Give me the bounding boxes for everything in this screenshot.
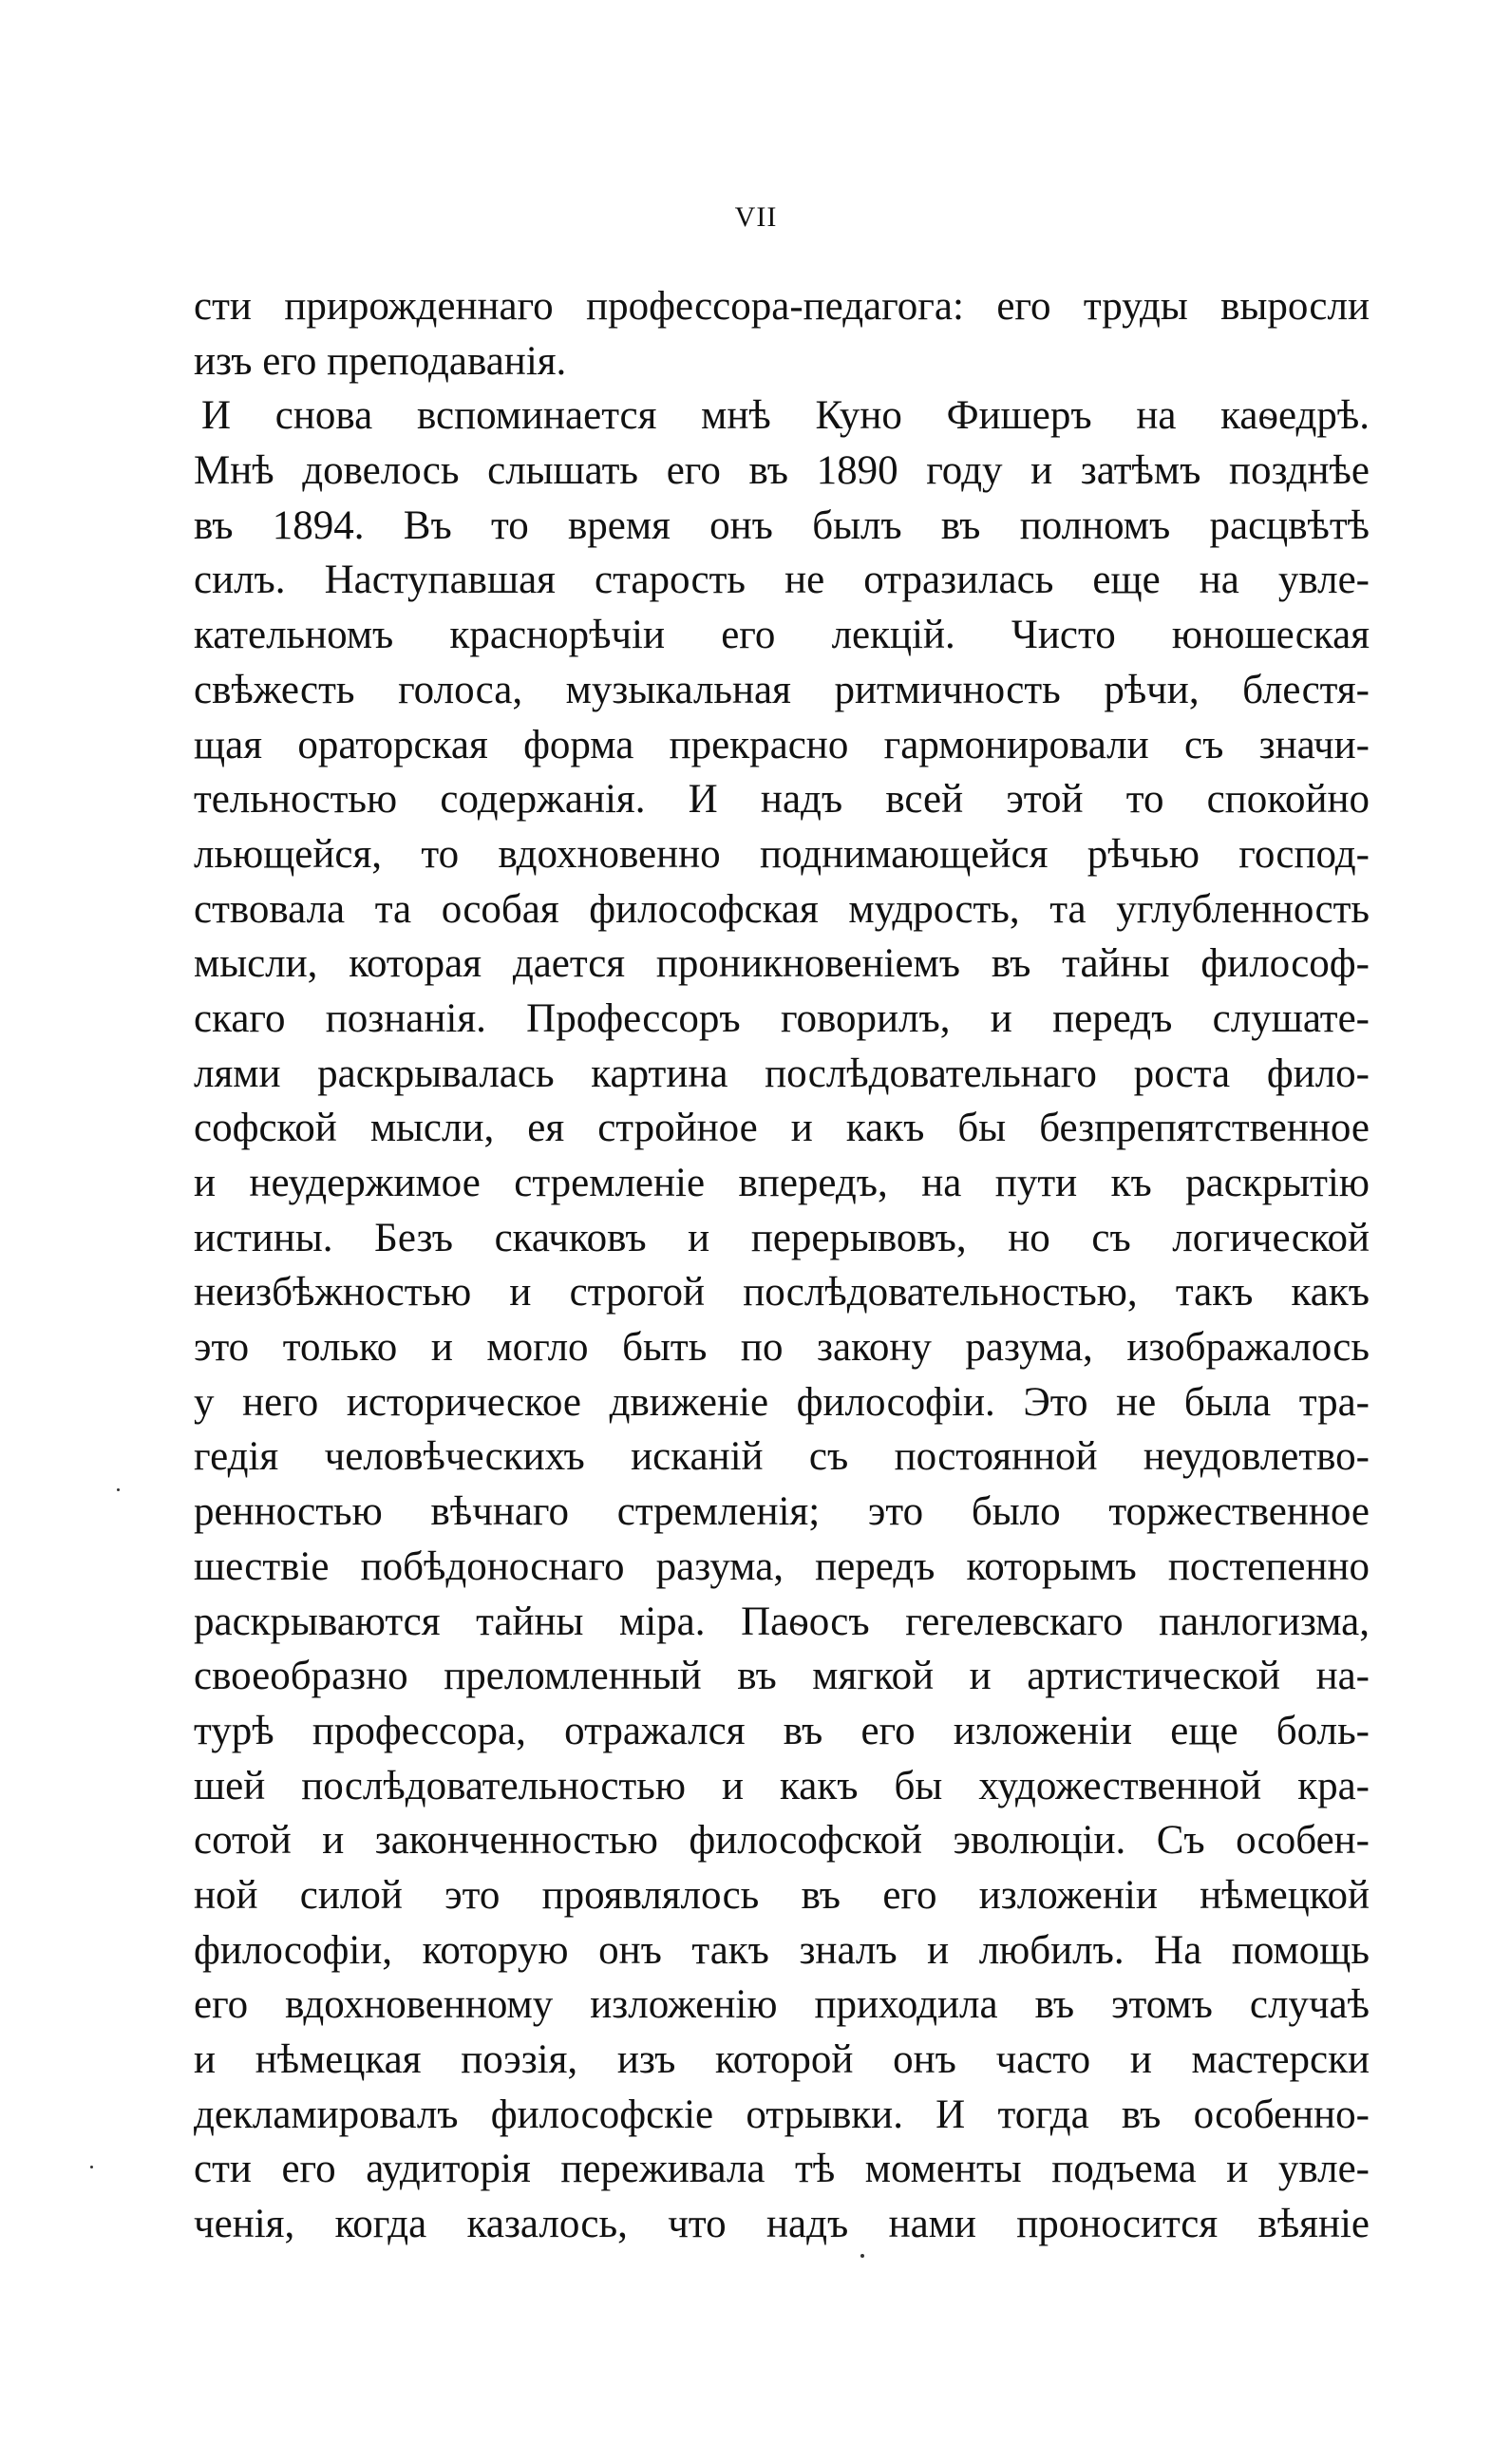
text-line: у него историческое движеніе философіи. Это не была тра- [194, 1379, 1370, 1425]
text-line: гедія человѣческихъ исканій съ постоянной неудовлетво- [194, 1434, 1370, 1480]
text-line: сти его аудиторія переживала тѣ моменты подъема и увле- [194, 2147, 1370, 2192]
text-line: ной силой это проявлялось въ его изложеніи нѣмецкой [194, 1872, 1370, 1918]
text-line: щая ораторская форма прекрасно гармонировали съ значи- [194, 722, 1370, 767]
text-line: лями раскрывалась картина послѣдовательнаго роста фило- [194, 1051, 1370, 1096]
text-line: раскрываются тайны міра. Паѳосъ гегелевскаго панлогизма, [194, 1599, 1370, 1644]
text-line: тельностью содержанія. И надъ всей этой то спокойно [194, 777, 1370, 823]
text-line: турѣ профессора, отражался въ его изложеніи еще боль- [194, 1708, 1370, 1753]
text-line: ствовала та особая философская мудрость, та углубленность [194, 886, 1370, 932]
text-line: сти прирожденнаго профессора-педагога: его труды выросли [194, 284, 1370, 329]
text-line: его вдохновенному изложенію приходила въ этомъ случаѣ [194, 1982, 1370, 2028]
text-line: софской мысли, ея стройное и какъ бы безпрепятственное [194, 1106, 1370, 1151]
text-line: въ 1894. Въ то время онъ былъ въ полномъ расцвѣтѣ [194, 502, 1370, 548]
text-line: кательномъ краснорѣчіи его лекцій. Чисто юношеская [194, 613, 1370, 658]
text-line: и нѣмецкая поэзія, изъ которой онъ часто и мастерски [194, 2037, 1370, 2082]
text-line: И снова вспоминается мнѣ Куно Фишеръ на каѳедрѣ. [201, 393, 1370, 439]
text-line: шей послѣдовательностью и какъ бы художественной кра- [194, 1763, 1370, 1808]
page-number: VII [734, 201, 778, 233]
text-line: и неудержимое стремленіе впередъ, на пути къ раскрытію [194, 1161, 1370, 1205]
text-line: декламировалъ философскіе отрывки. И тогда въ особенно- [194, 2092, 1370, 2137]
text-line: мысли, которая дается проникновеніемъ въ тайны философ- [194, 941, 1370, 987]
text-line: силъ. Наступавшая старость не отразилась еще на увле- [194, 558, 1370, 603]
text-line: свѣжесть голоса, музыкальная ритмичность рѣчи, блестя- [194, 667, 1370, 712]
text-line: изъ его преподаванія. [194, 338, 567, 384]
text-line: шествіе побѣдоноснаго разума, передъ которымъ постепенно [194, 1543, 1370, 1589]
text-line: скаго познанія. Профессоръ говорилъ, и передъ слушате- [194, 995, 1370, 1041]
text-line: льющейся, то вдохновенно поднимающейся рѣчью господ- [194, 831, 1370, 877]
ink-speck [860, 2254, 864, 2258]
ink-speck [117, 1488, 120, 1491]
text-line: сотой и законченностью философской эволюціи. Съ особен- [194, 1818, 1370, 1864]
text-line: истины. Безъ скачковъ и перерывовъ, но съ логической [194, 1215, 1370, 1260]
body-text [194, 279, 1370, 2252]
text-line: своеобразно преломленный въ мягкой и артистической на- [194, 1654, 1370, 1699]
text-line: ченія, когда казалось, что надъ нами проносится вѣяніе [194, 2202, 1370, 2247]
ink-speck [90, 2166, 93, 2168]
text-line: Мнѣ довелось слышать его въ 1890 году и затѣмъ позднѣе [194, 448, 1370, 494]
text-line: ренностью вѣчнаго стремленія; это было торжественное [194, 1489, 1370, 1535]
text-line: философіи, которую онъ такъ зналъ и любилъ. На помощь [194, 1927, 1370, 1973]
text-line: это только и могло быть по закону разума, изображалось [194, 1325, 1370, 1371]
text-line: неизбѣжностью и строгой послѣдовательностью, такъ какъ [194, 1270, 1370, 1316]
